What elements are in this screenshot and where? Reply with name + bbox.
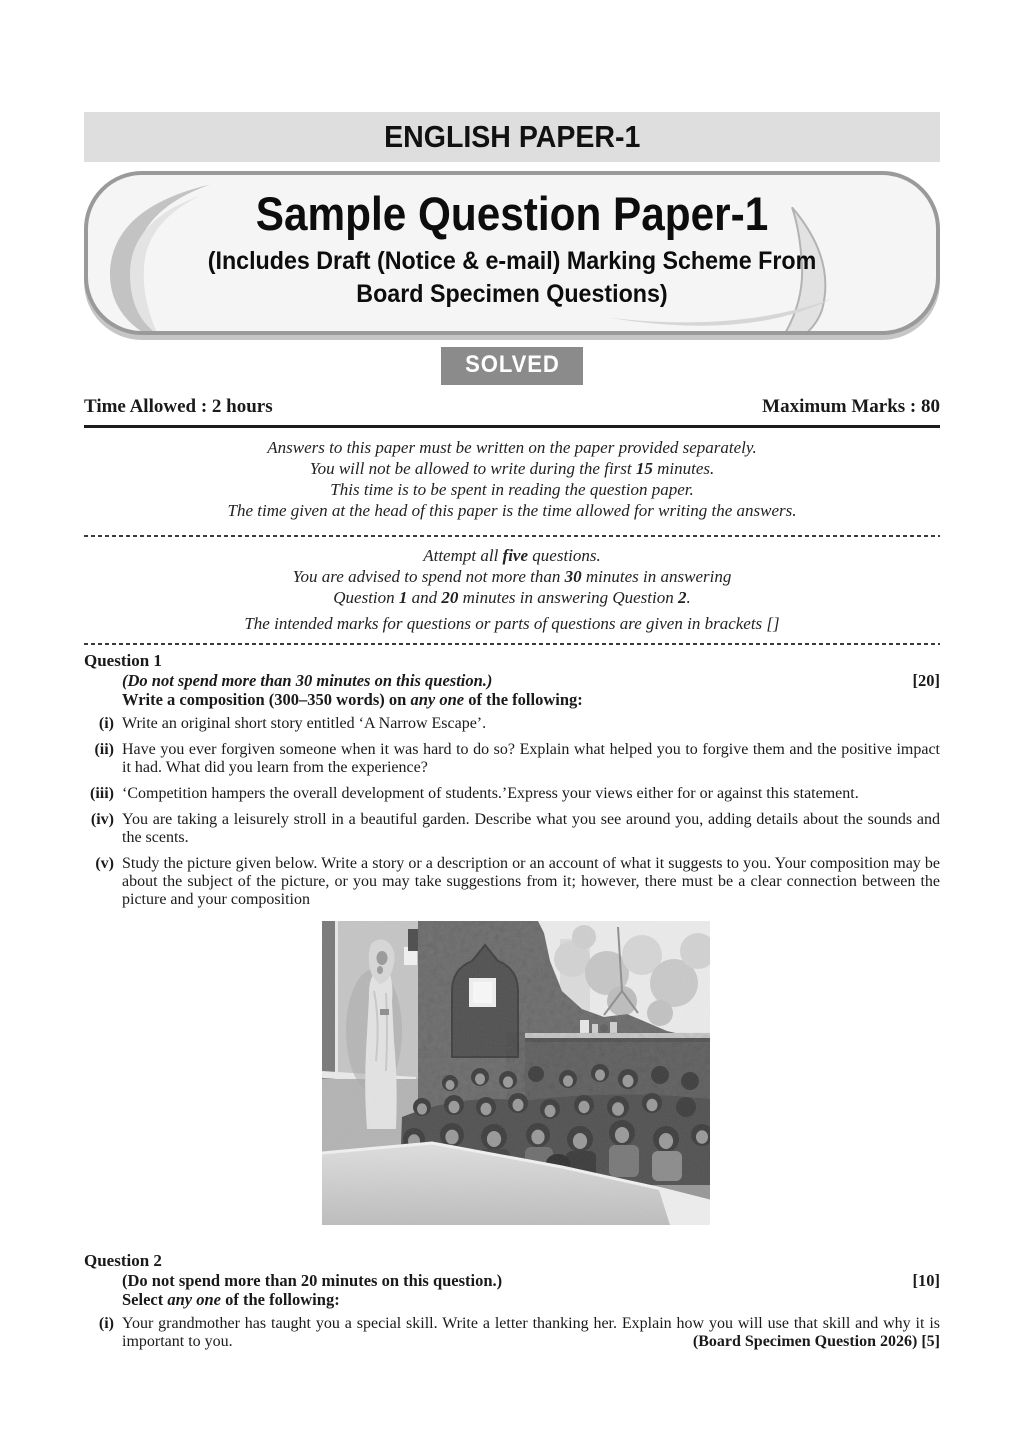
list-item <box>84 855 940 909</box>
item-text: You are taking a leisurely stroll in a beautiful garden. Describe what you see around you, adding details about the sounds and the scents. <box>122 811 940 846</box>
instruction-line-4: The time given at the head of this paper is the time allowed for writing the answers. <box>227 501 797 520</box>
attempt-line-1: Attempt all five questions. <box>423 546 601 565</box>
exam-meta-row <box>84 395 940 419</box>
page-content <box>84 0 940 1351</box>
dashed-divider-top <box>84 535 940 537</box>
board-specimen-reference: (Board Specimen Question 2026) [5] <box>683 1333 940 1351</box>
question-2-section <box>84 1251 940 1351</box>
list-item <box>84 741 940 777</box>
page-subtitle-line1: (Includes Draft (Notice & e-mail) Marking Scheme From <box>207 247 817 275</box>
item-label: (i) <box>98 715 114 732</box>
item-label: (iv) <box>90 811 114 828</box>
question-1-note-row <box>84 671 940 690</box>
paper-subject-banner <box>84 112 940 162</box>
item-label: (i) <box>98 1315 114 1332</box>
dashed-divider-bottom <box>84 643 940 645</box>
list-item <box>84 785 940 803</box>
page-subtitle <box>118 245 907 311</box>
attempt-instructions <box>84 545 940 634</box>
question-2-marks: [10] <box>912 1271 940 1290</box>
sample-paper-title-box <box>84 171 940 335</box>
item-text: Your grandmother has taught you a special skill. Write a letter thanking her. Explain how you will use that skill and why it is important to you. <box>122 1315 940 1350</box>
item-label: (ii) <box>94 741 114 758</box>
list-item <box>84 1315 940 1351</box>
question-1-section <box>84 651 940 909</box>
instruction-line-3: This time is to be spent in reading the question paper. <box>330 480 694 499</box>
question-2-items <box>84 1315 940 1351</box>
list-item <box>84 811 940 847</box>
question-2-prompt: Select any one of the following: <box>122 1290 340 1309</box>
instruction-line-2: You will not be allowed to write during the first 15 minutes. <box>309 459 715 478</box>
list-item <box>84 715 940 733</box>
item-label: (v) <box>95 855 114 872</box>
maximum-marks-label: Maximum Marks : 80 <box>762 396 940 417</box>
paper-subject-title: ENGLISH PAPER-1 <box>383 119 641 154</box>
question-1-note: (Do not spend more than 30 minutes on this question.) <box>122 671 493 690</box>
instruction-line-1: Answers to this paper must be written on the paper provided separately. <box>267 438 757 457</box>
exam-instructions <box>84 437 940 521</box>
item-text: Study the picture given below. Write a story or a description or an account of what it suggests to you. Your composition may be about the subject of the picture, or you may take suggestions from it; however, there must be a clear connection between the picture and your composition <box>122 855 940 908</box>
question-1-prompt: Write a composition (300–350 words) on any one of the following: <box>122 690 583 709</box>
attempt-line-2: You are advised to spend not more than 30 minutes in answering <box>292 567 732 586</box>
item-text: Have you ever forgiven someone when it was hard to do so? Explain what helped you to forgive them and the positive impact it had. What did you learn from the experience? <box>122 741 940 776</box>
item-text: Write an original short story entitled ‘A Narrow Escape’. <box>122 715 487 732</box>
question-1-title: Question 1 <box>84 651 162 670</box>
question-2-note: (Do not spend more than 20 minutes on this question.) <box>122 1271 503 1290</box>
solved-badge-label: SOLVED <box>464 351 560 378</box>
question-2-title: Question 2 <box>84 1251 162 1270</box>
question-photo <box>322 921 710 1225</box>
attempt-line-4: The intended marks for questions or parts of questions are given in brackets [] <box>244 614 780 633</box>
page-subtitle-line2: Board Specimen Questions) <box>356 280 668 308</box>
attempt-line-3: Question 1 and 20 minutes in answering Question 2. <box>333 588 691 607</box>
question-1-items <box>84 715 940 909</box>
question-1-marks: [20] <box>912 671 940 690</box>
item-label: (iii) <box>90 785 114 802</box>
horizontal-rule <box>84 425 940 428</box>
page-title: Sample Question Paper-1 <box>255 187 769 240</box>
time-allowed-label: Time Allowed : 2 hours <box>84 396 273 417</box>
photo-illustration <box>322 921 710 1225</box>
item-text: ‘Competition hampers the overall development of students.’Express your views either for or against this statement. <box>122 785 859 802</box>
solved-badge <box>441 347 584 385</box>
question-2-note-row <box>84 1271 940 1290</box>
